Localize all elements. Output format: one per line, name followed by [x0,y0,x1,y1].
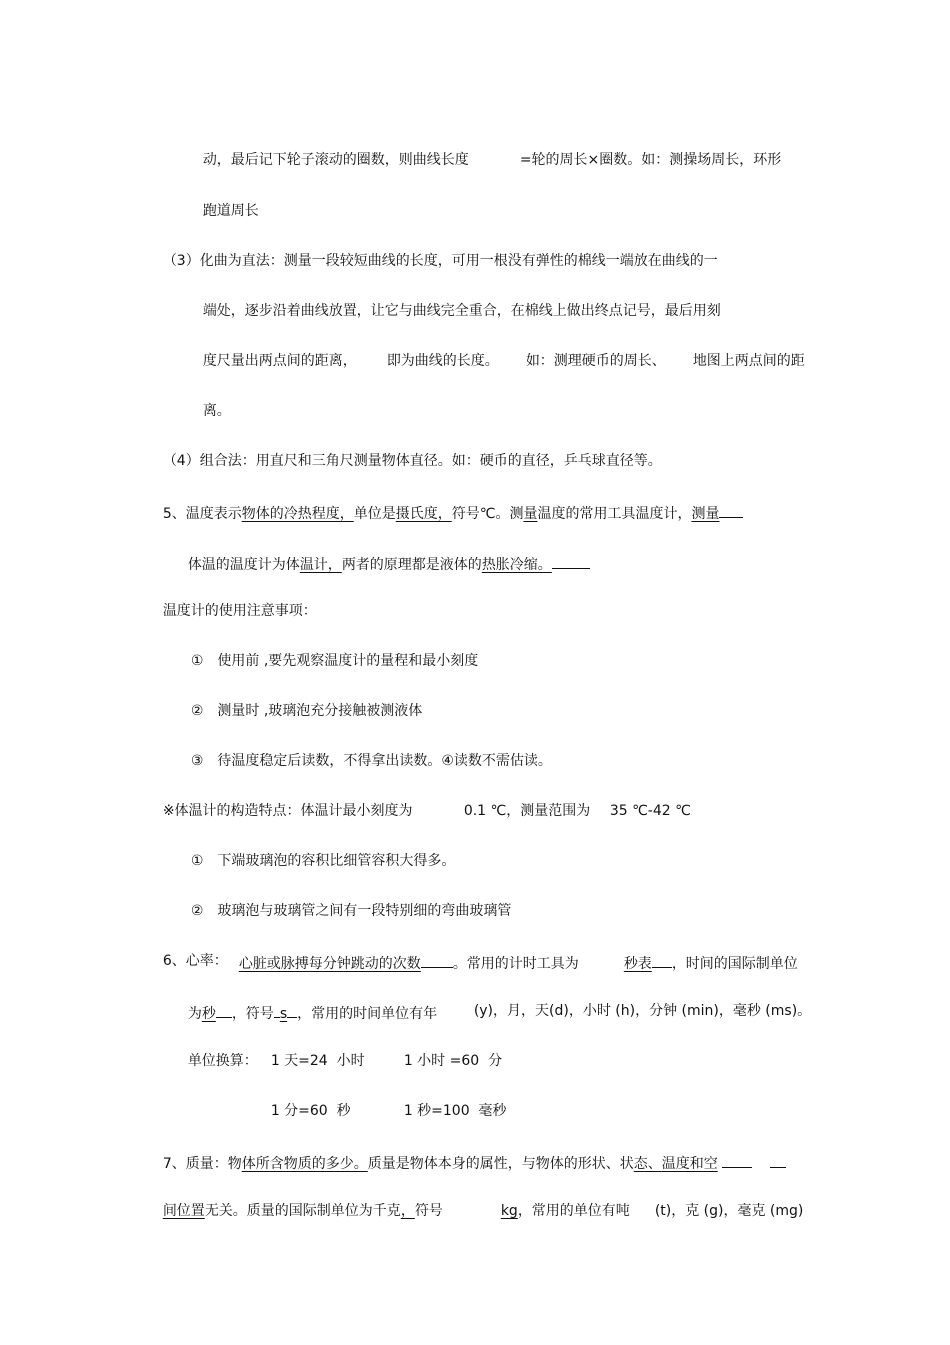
text-line [145,1184,443,1238]
text-line [185,284,721,338]
text-span: ，符号 [231,1006,274,1022]
text-span: 度尺量出两点间的距离， [202,353,357,369]
text-span: 地图上两点间的距 [692,353,805,369]
text-span: 两者的原理都是液体的 [341,557,482,573]
text-line [386,1084,507,1138]
text-line [170,984,437,1041]
text-line [145,434,662,488]
underlined-text: 温度和空 [661,1156,718,1172]
text-span: 即为曲线的长度。 [386,353,499,369]
underlined-text: s [279,1006,288,1022]
text-line [185,133,469,187]
text-line [173,634,478,688]
text-span: （4）组合法：用直尺和三角尺测量物体直径。如：硬币的直径，乒乓球直径等。 [162,453,662,469]
text-line [145,584,317,638]
underlined-text: 间位置 [162,1203,205,1219]
fill-in-blank [552,553,590,569]
text-line [606,934,798,991]
text-span: ，时间的国际制单位 [671,956,798,972]
underlined-text: 体所含物质的多少。 [241,1156,368,1172]
text-span: 离。 [202,403,231,419]
underlined-text: ， [400,1203,415,1219]
text-span: 体温的温度计为体 [187,557,300,573]
text-line [173,834,455,888]
fill-in-blank [421,952,453,968]
text-line [173,684,422,738]
text-span: (y)，月，天(d)，小时 (h)，分钟 (min)，毫秒 (ms)。 [473,1003,812,1019]
text-line [145,784,413,838]
text-span: 质量是物体本身的属性，与物体的形状、状 [367,1156,634,1172]
text-span: 35 ℃-42 ℃ [609,803,691,819]
text-span: =轮的周长×圈数。如：测操场周长，环形 [519,152,782,168]
underlined-text: kg [500,1203,518,1219]
fill-in-blank [770,1152,786,1168]
text-span: ① 下端玻璃泡的容积比细管容积大得多。 [190,853,456,869]
underlined-text: 测量 [691,506,720,522]
text-span: ，常用的时间单位有年 [297,1006,438,1022]
text-line [145,484,743,541]
text-line [185,384,231,438]
text-span: 符号 [414,1203,443,1219]
underlined-text: 物体的冷热程度， [241,506,354,522]
underlined-text: 秒 [201,1006,216,1022]
underlined-text: 态、 [633,1156,662,1172]
fill-in-blank [722,1152,752,1168]
text-span: ※体温计的构造特点：体温计最小刻度为 [162,803,413,819]
text-line [221,934,579,991]
text-line [369,334,499,388]
text-line [185,184,259,238]
text-line [185,334,357,388]
text-line [386,1034,502,1088]
text-span: 温度的常用工具温度计， [537,506,692,522]
text-span: 端处，逐步沿着曲线放置，让它与曲线完全重合，在棉线上做出终点记号，最后用刻 [202,303,721,319]
text-line [253,1034,365,1088]
text-span: 5、温度表示 [162,506,242,522]
text-span: 单位换算： [187,1053,258,1069]
text-span: ，常用的单位有吨 [517,1203,630,1219]
underlined-text: 秒表 [623,956,652,972]
text-span: 如：测理硬币的周长、 [525,353,666,369]
text-span: 1 天=24 小时 [270,1053,365,1069]
text-line [173,734,552,788]
fill-in-blank [216,1002,232,1018]
text-line [253,1084,351,1138]
text-line [145,234,718,288]
underlined-text: 量 [523,506,538,522]
text-line [592,784,691,838]
text-span: (t)，克 (g)，毫克 (mg) [654,1203,804,1219]
underlined-text: 心脏或脉搏每分钟跳动的次数 [238,956,421,972]
text-span: 7、质量：物 [162,1156,242,1172]
text-span: 温度计的使用注意事项： [162,603,317,619]
text-span: 单位是 [353,506,396,522]
text-line [502,133,781,187]
text-line [456,984,811,1038]
text-line [637,1184,803,1238]
text-span: 符号℃。测 [451,506,524,522]
text-span: ② 玻璃泡与玻璃管之间有一段特别细的弯曲玻璃管 [190,903,512,919]
text-span: 动，最后记下轮子滚动的圈数，则曲线长度 [202,152,469,168]
text-span: 1 分=60 秒 [270,1103,351,1119]
text-line [173,884,511,938]
text-span: 为 [187,1006,202,1022]
text-span: 无关。质量的国际制单位为千克 [204,1203,401,1219]
text-line [145,1134,786,1191]
text-span: 跑道周长 [202,203,259,219]
text-span: ③ 待温度稳定后读数，不得拿出读数。④读数不需估读。 [190,753,552,769]
text-span: （3）化曲为直法：测量一段较短曲线的长度，可用一根没有弹性的棉线一端放在曲线的一 [162,253,718,269]
text-span: 。常用的计时工具为 [452,956,579,972]
text-line [170,1034,258,1088]
text-line [483,1184,630,1238]
text-span: 1 小时 =60 分 [403,1053,503,1069]
underlined-text: 温计， [299,557,342,573]
text-span: 0.1 ℃，测量范围为 [463,803,591,819]
underlined-text: 热胀冷缩。 [481,557,552,573]
text-line [446,784,590,838]
text-span: 1 秒=100 毫秒 [403,1103,507,1119]
fill-in-blank [719,502,743,518]
text-span: ① 使用前 ,要先观察温度计的量程和最小刻度 [190,653,479,669]
underlined-text: 摄氏度， [395,506,452,522]
text-span: 6、心率： [162,953,228,969]
fill-in-blank [287,1002,297,1018]
text-line [508,334,666,388]
fill-in-blank [652,952,672,968]
text-line [145,934,228,988]
text-line [675,334,805,388]
text-span: ② 测量时 ,玻璃泡充分接触被测液体 [190,703,423,719]
